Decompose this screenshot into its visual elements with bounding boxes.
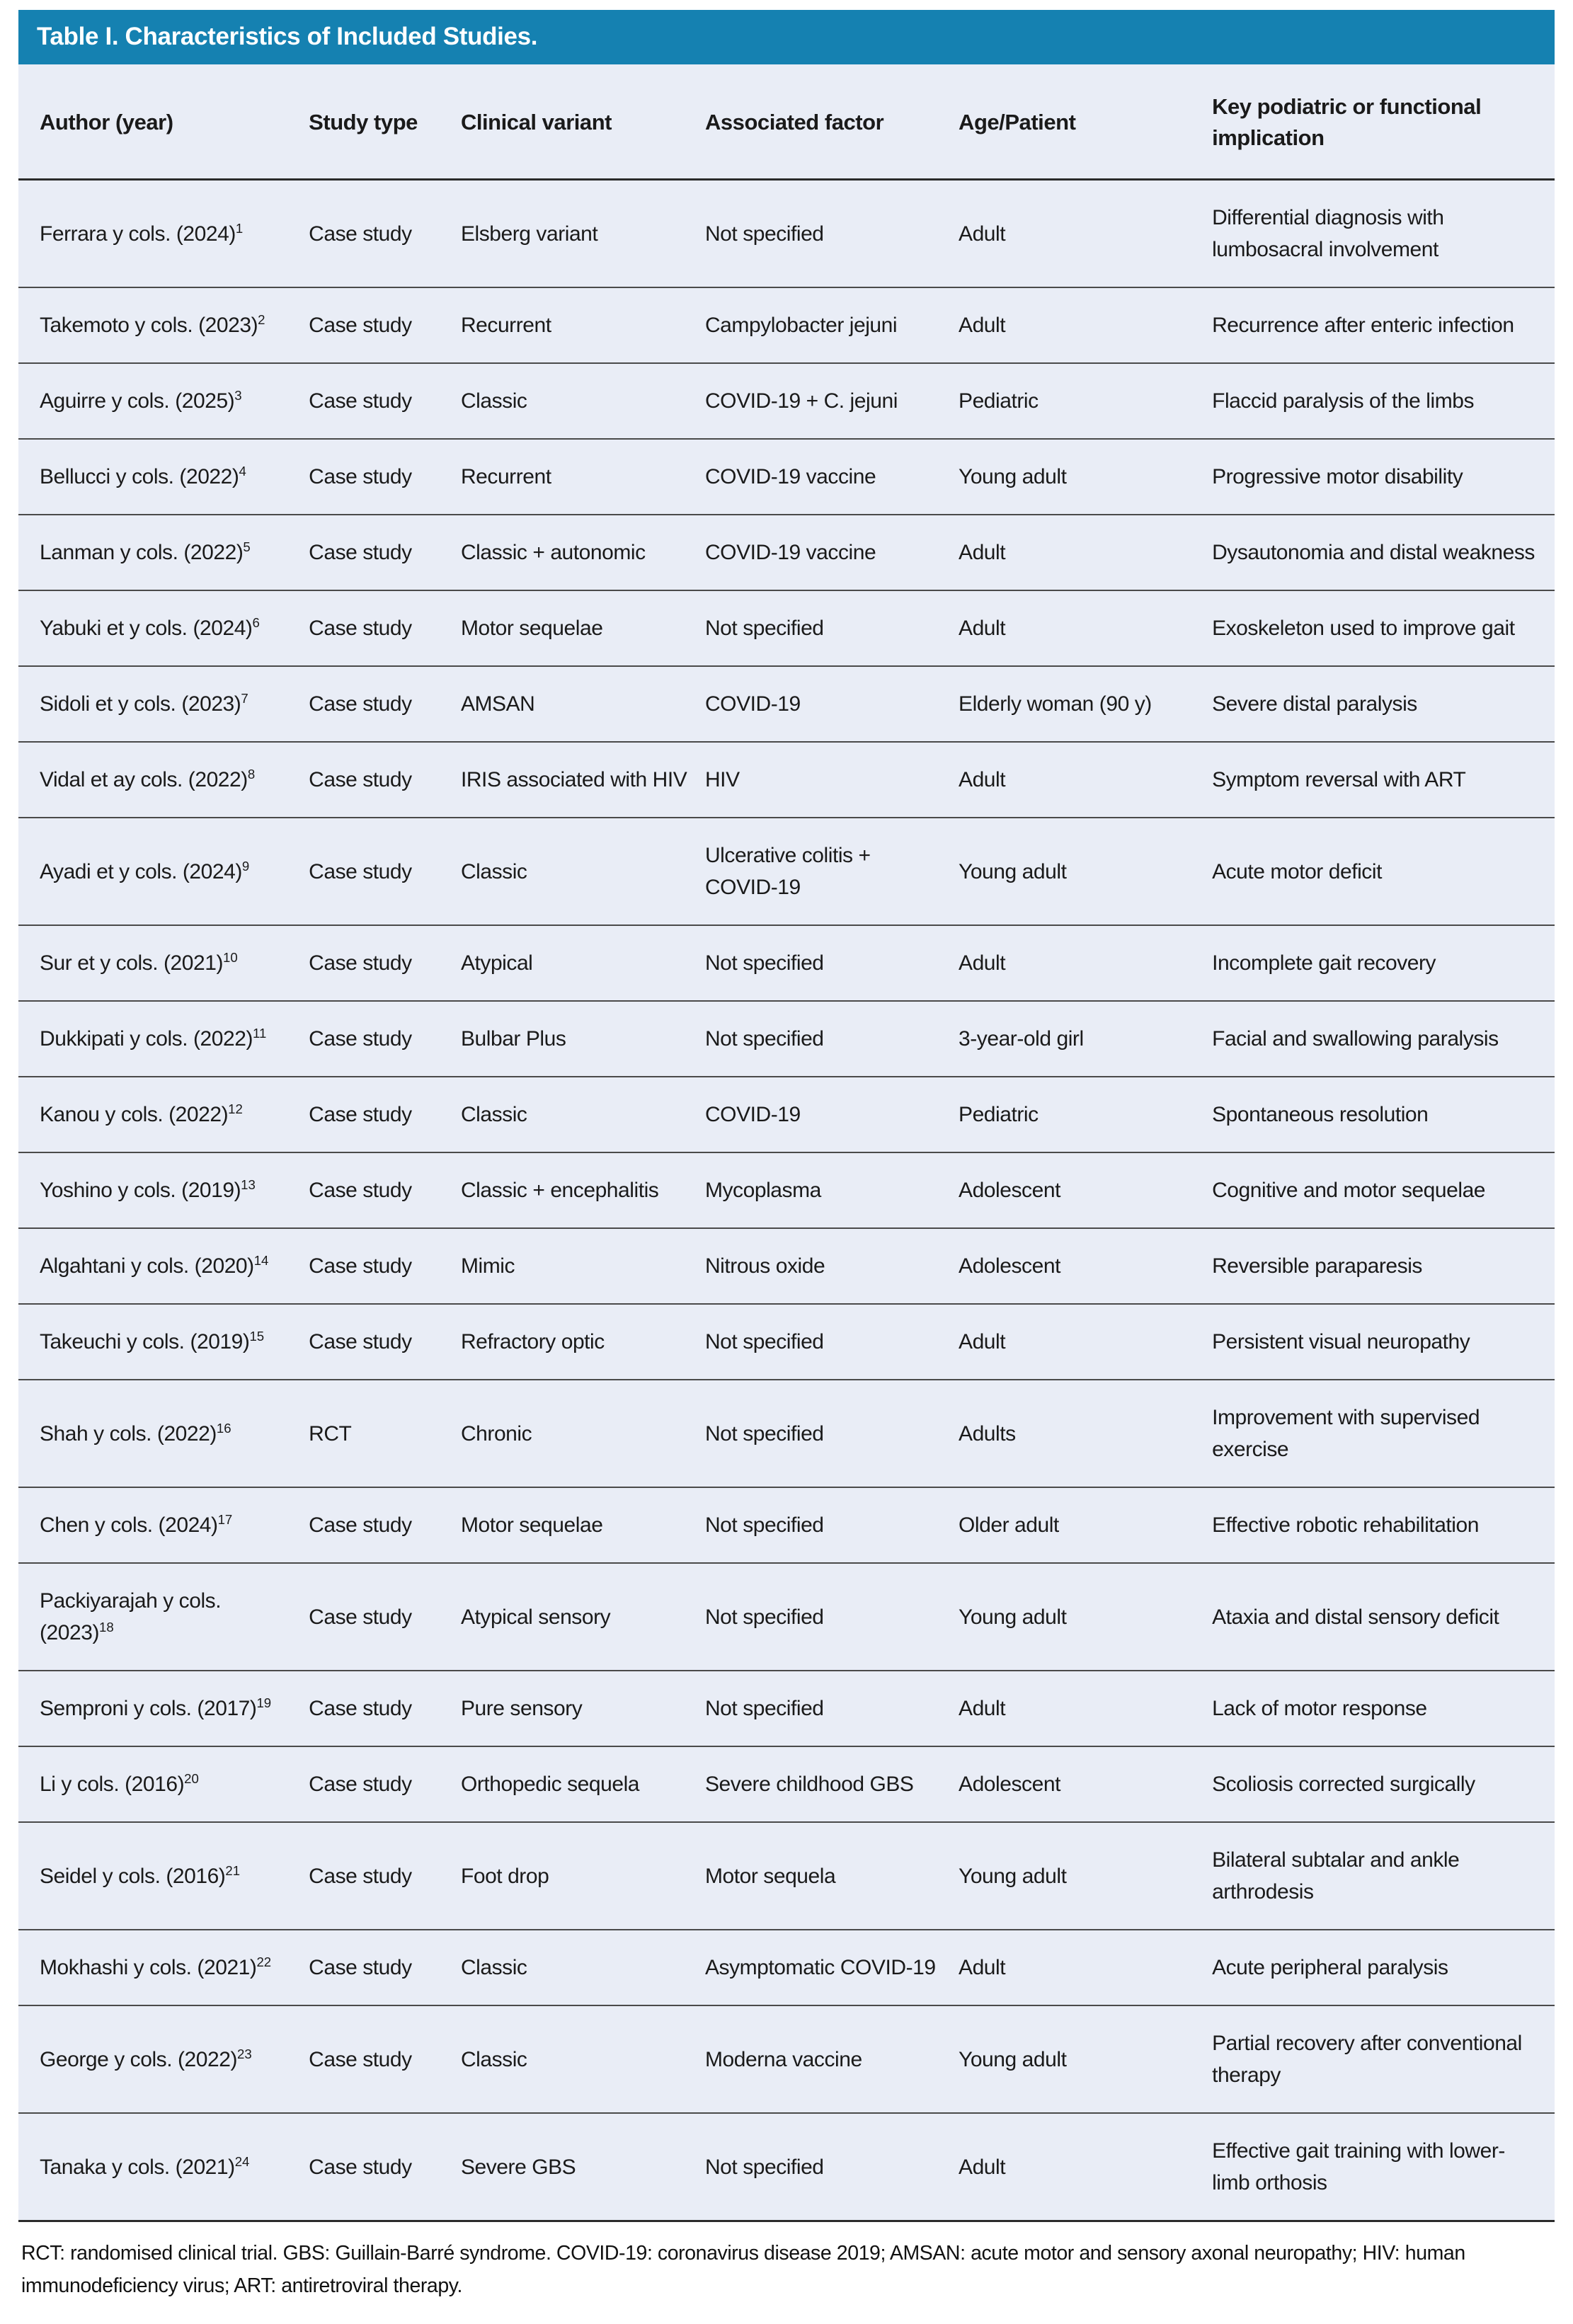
column-header-associated-factor: Associated factor <box>705 64 959 180</box>
column-header-study-type: Study type <box>309 64 461 180</box>
associated-factor-cell: Not specified <box>705 1380 959 1487</box>
associated-factor-cell: Campylobacter jejuni <box>705 287 959 363</box>
author-cell: George y cols. (2022)$^{23}$ <box>18 2005 309 2113</box>
reference-superscript: 3 <box>234 388 242 403</box>
study-type-cell: Case study <box>309 1001 461 1077</box>
table-row <box>18 1001 1555 1077</box>
age-patient-cell: Elderly woman (90 y) <box>959 666 1212 742</box>
study-type-cell: Case study <box>309 1671 461 1746</box>
author-cell: Mokhashi y cols. (2021)$^{22}$ <box>18 1930 309 2005</box>
age-patient-cell: Adult <box>959 925 1212 1001</box>
reference-superscript: 7 <box>241 691 248 706</box>
study-type-cell: Case study <box>309 590 461 666</box>
implication-cell: Acute peripheral paralysis <box>1212 1930 1555 2005</box>
study-type-cell: RCT <box>309 1380 461 1487</box>
implication-cell: Effective robotic rehabilitation <box>1212 1487 1555 1563</box>
age-patient-cell: Older adult <box>959 1487 1212 1563</box>
clinical-variant-cell: Pure sensory <box>461 1671 705 1746</box>
implication-cell: Recurrence after enteric infection <box>1212 287 1555 363</box>
table-row <box>18 1671 1555 1746</box>
implication-cell: Cognitive and motor sequelae <box>1212 1152 1555 1228</box>
study-type-cell: Case study <box>309 287 461 363</box>
reference-superscript: 16 <box>216 1420 231 1436</box>
table-title-bar <box>18 10 1555 64</box>
associated-factor-cell: COVID-19 vaccine <box>705 515 959 590</box>
associated-factor-cell: Not specified <box>705 180 959 288</box>
reference-superscript: 21 <box>225 1862 241 1878</box>
clinical-variant-cell: Classic <box>461 1077 705 1152</box>
table-row <box>18 1152 1555 1228</box>
author-cell: Takeuchi y cols. (2019)$^{15}$ <box>18 1304 309 1380</box>
implication-cell: Symptom reversal with ART <box>1212 742 1555 818</box>
table-title: Table I. Characteristics of Included Studies. <box>37 23 538 50</box>
implication-cell: Partial recovery after conventional therapy <box>1212 2005 1555 2113</box>
associated-factor-cell: Motor sequela <box>705 1822 959 1930</box>
age-patient-cell: Adult <box>959 287 1212 363</box>
clinical-variant-cell: Atypical sensory <box>461 1563 705 1671</box>
associated-factor-cell: Not specified <box>705 1487 959 1563</box>
study-type-cell: Case study <box>309 1746 461 1822</box>
reference-superscript: 24 <box>234 2153 250 2169</box>
author-cell: Aguirre y cols. (2025)$^3$ <box>18 363 309 439</box>
age-patient-cell: Adult <box>959 515 1212 590</box>
implication-cell: Progressive motor disability <box>1212 439 1555 515</box>
associated-factor-cell: Mycoplasma <box>705 1152 959 1228</box>
author-cell: Sidoli et y cols. (2023)$^7$ <box>18 666 309 742</box>
table-row <box>18 1228 1555 1304</box>
age-patient-cell: Pediatric <box>959 1077 1212 1152</box>
age-patient-cell: Young adult <box>959 818 1212 925</box>
table-row <box>18 1304 1555 1380</box>
author-cell: Kanou y cols. (2022)$^{12}$ <box>18 1077 309 1152</box>
clinical-variant-cell: Bulbar Plus <box>461 1001 705 1077</box>
age-patient-cell: Adult <box>959 1671 1212 1746</box>
reference-superscript: 10 <box>223 950 238 966</box>
clinical-variant-cell: Classic <box>461 818 705 925</box>
study-type-cell: Case study <box>309 2113 461 2221</box>
reference-superscript: 12 <box>228 1101 243 1117</box>
reference-superscript: 13 <box>241 1177 256 1193</box>
study-type-cell: Case study <box>309 1930 461 2005</box>
age-patient-cell: Young adult <box>959 2005 1212 2113</box>
reference-superscript: 2 <box>258 312 265 328</box>
implication-cell: Differential diagnosis with lumbosacral involvement <box>1212 180 1555 288</box>
clinical-variant-cell: Elsberg variant <box>461 180 705 288</box>
age-patient-cell: Young adult <box>959 439 1212 515</box>
implication-cell: Incomplete gait recovery <box>1212 925 1555 1001</box>
table-row <box>18 363 1555 439</box>
reference-superscript: 22 <box>256 1954 272 1970</box>
table-row <box>18 1380 1555 1487</box>
table-row <box>18 1077 1555 1152</box>
study-type-cell: Case study <box>309 742 461 818</box>
implication-cell: Lack of motor response <box>1212 1671 1555 1746</box>
clinical-variant-cell: Atypical <box>461 925 705 1001</box>
clinical-variant-cell: Classic <box>461 2005 705 2113</box>
study-type-cell: Case study <box>309 925 461 1001</box>
column-header-implication: Key podiatric or functional implication <box>1212 64 1555 180</box>
associated-factor-cell: Not specified <box>705 925 959 1001</box>
author-cell: Takemoto y cols. (2023)$^2$ <box>18 287 309 363</box>
implication-cell: Reversible paraparesis <box>1212 1228 1555 1304</box>
clinical-variant-cell: Recurrent <box>461 439 705 515</box>
table-row <box>18 1487 1555 1563</box>
study-type-cell: Case study <box>309 515 461 590</box>
study-type-cell: Case study <box>309 363 461 439</box>
author-cell: Chen y cols. (2024)$^{17}$ <box>18 1487 309 1563</box>
reference-superscript: 17 <box>217 1512 233 1528</box>
implication-cell: Spontaneous resolution <box>1212 1077 1555 1152</box>
associated-factor-cell: COVID-19 vaccine <box>705 439 959 515</box>
clinical-variant-cell: AMSAN <box>461 666 705 742</box>
clinical-variant-cell: Foot drop <box>461 1822 705 1930</box>
age-patient-cell: Adult <box>959 1304 1212 1380</box>
column-header-author: Author (year) <box>18 64 309 180</box>
studies-table <box>18 64 1555 2223</box>
table-row <box>18 1746 1555 1822</box>
reference-superscript: 5 <box>243 539 251 555</box>
reference-superscript: 19 <box>256 1695 272 1711</box>
implication-cell: Flaccid paralysis of the limbs <box>1212 363 1555 439</box>
author-cell: Dukkipati y cols. (2022)$^{11}$ <box>18 1001 309 1077</box>
study-type-cell: Case study <box>309 2005 461 2113</box>
author-cell: Lanman y cols. (2022)$^5$ <box>18 515 309 590</box>
reference-superscript: 8 <box>247 767 256 782</box>
clinical-variant-cell: Classic + encephalitis <box>461 1152 705 1228</box>
author-cell: Ferrara y cols. (2024)$^1$ <box>18 180 309 288</box>
table-row <box>18 742 1555 818</box>
table-row <box>18 666 1555 742</box>
age-patient-cell: Adolescent <box>959 1152 1212 1228</box>
associated-factor-cell: Asymptomatic COVID-19 <box>705 1930 959 2005</box>
author-cell: Packiyarajah y cols. (2023)$^{18}$ <box>18 1563 309 1671</box>
column-header-clinical-variant: Clinical variant <box>461 64 705 180</box>
implication-cell: Dysautonomia and distal weakness <box>1212 515 1555 590</box>
implication-cell: Effective gait training with lower-limb orthosis <box>1212 2113 1555 2221</box>
author-cell: Li y cols. (2016)$^{20}$ <box>18 1746 309 1822</box>
associated-factor-cell: Not specified <box>705 1304 959 1380</box>
associated-factor-cell: Not specified <box>705 1563 959 1671</box>
implication-cell: Facial and swallowing paralysis <box>1212 1001 1555 1077</box>
table-row <box>18 515 1555 590</box>
table-header-row <box>18 64 1555 180</box>
table-row <box>18 1930 1555 2005</box>
reference-superscript: 23 <box>237 2046 252 2061</box>
table-row <box>18 925 1555 1001</box>
author-cell: Semproni y cols. (2017)$^{19}$ <box>18 1671 309 1746</box>
author-cell: Seidel y cols. (2016)$^{21}$ <box>18 1822 309 1930</box>
associated-factor-cell: Ulcerative colitis + COVID-19 <box>705 818 959 925</box>
author-cell: Bellucci y cols. (2022)$^4$ <box>18 439 309 515</box>
study-type-cell: Case study <box>309 1822 461 1930</box>
clinical-variant-cell: Chronic <box>461 1380 705 1487</box>
author-cell: Shah y cols. (2022)$^{16}$ <box>18 1380 309 1487</box>
age-patient-cell: Adults <box>959 1380 1212 1487</box>
implication-cell: Exoskeleton used to improve gait <box>1212 590 1555 666</box>
reference-superscript: 15 <box>249 1329 265 1344</box>
study-type-cell: Case study <box>309 1304 461 1380</box>
age-patient-cell: Adult <box>959 590 1212 666</box>
study-type-cell: Case study <box>309 1228 461 1304</box>
age-patient-cell: Adult <box>959 2113 1212 2221</box>
author-cell: Algahtani y cols. (2020)$^{14}$ <box>18 1228 309 1304</box>
table-row <box>18 2005 1555 2113</box>
table-row <box>18 818 1555 925</box>
study-type-cell: Case study <box>309 1487 461 1563</box>
clinical-variant-cell: IRIS associated with HIV <box>461 742 705 818</box>
study-type-cell: Case study <box>309 1077 461 1152</box>
study-type-cell: Case study <box>309 180 461 288</box>
author-cell: Ayadi et y cols. (2024)$^9$ <box>18 818 309 925</box>
age-patient-cell: Adolescent <box>959 1228 1212 1304</box>
age-patient-cell: Adolescent <box>959 1746 1212 1822</box>
author-cell: Tanaka y cols. (2021)$^{24}$ <box>18 2113 309 2221</box>
associated-factor-cell: Moderna vaccine <box>705 2005 959 2113</box>
associated-factor-cell: Not specified <box>705 1671 959 1746</box>
studies-table-body <box>18 180 1555 2221</box>
reference-superscript: 20 <box>184 1771 199 1787</box>
clinical-variant-cell: Mimic <box>461 1228 705 1304</box>
table-row <box>18 439 1555 515</box>
age-patient-cell: 3-year-old girl <box>959 1001 1212 1077</box>
implication-cell: Scoliosis corrected surgically <box>1212 1746 1555 1822</box>
associated-factor-cell: Not specified <box>705 2113 959 2221</box>
age-patient-cell: Adult <box>959 180 1212 288</box>
associated-factor-cell: COVID-19 + C. jejuni <box>705 363 959 439</box>
clinical-variant-cell: Classic <box>461 363 705 439</box>
clinical-variant-cell: Orthopedic sequela <box>461 1746 705 1822</box>
implication-cell: Bilateral subtalar and ankle arthrodesis <box>1212 1822 1555 1930</box>
study-type-cell: Case study <box>309 666 461 742</box>
associated-factor-cell: Not specified <box>705 1001 959 1077</box>
table-row <box>18 1822 1555 1930</box>
age-patient-cell: Young adult <box>959 1822 1212 1930</box>
column-header-age-patient: Age/Patient <box>959 64 1212 180</box>
table-row <box>18 1563 1555 1671</box>
clinical-variant-cell: Refractory optic <box>461 1304 705 1380</box>
table-row <box>18 180 1555 288</box>
clinical-variant-cell: Motor sequelae <box>461 1487 705 1563</box>
associated-factor-cell: Not specified <box>705 590 959 666</box>
implication-cell: Improvement with supervised exercise <box>1212 1380 1555 1487</box>
associated-factor-cell: Nitrous oxide <box>705 1228 959 1304</box>
clinical-variant-cell: Classic <box>461 1930 705 2005</box>
clinical-variant-cell: Severe GBS <box>461 2113 705 2221</box>
reference-superscript: 4 <box>239 464 246 479</box>
table-row <box>18 590 1555 666</box>
author-cell: Yabuki et y cols. (2024)$^6$ <box>18 590 309 666</box>
age-patient-cell: Pediatric <box>959 363 1212 439</box>
clinical-variant-cell: Motor sequelae <box>461 590 705 666</box>
author-cell: Yoshino y cols. (2019)$^{13}$ <box>18 1152 309 1228</box>
study-type-cell: Case study <box>309 439 461 515</box>
study-type-cell: Case study <box>309 818 461 925</box>
implication-cell: Persistent visual neuropathy <box>1212 1304 1555 1380</box>
clinical-variant-cell: Recurrent <box>461 287 705 363</box>
reference-superscript: 14 <box>253 1253 269 1269</box>
study-type-cell: Case study <box>309 1152 461 1228</box>
author-cell: Vidal et ay cols. (2022)$^8$ <box>18 742 309 818</box>
clinical-variant-cell: Classic + autonomic <box>461 515 705 590</box>
associated-factor-cell: Severe childhood GBS <box>705 1746 959 1822</box>
associated-factor-cell: COVID-19 <box>705 1077 959 1152</box>
implication-cell: Severe distal paralysis <box>1212 666 1555 742</box>
table-row <box>18 287 1555 363</box>
reference-superscript: 9 <box>241 858 250 874</box>
table-footnote: RCT: randomised clinical trial. GBS: Guillain-Barré syndrome. COVID-19: coronavirus disease 2019; AMSAN: acute motor and sensory axonal neuropathy; HIV: human immunodeficiency virus; ART: antiretroviral therapy. <box>21 2242 1465 2297</box>
implication-cell: Acute motor deficit <box>1212 818 1555 925</box>
age-patient-cell: Adult <box>959 1930 1212 2005</box>
implication-cell: Ataxia and distal sensory deficit <box>1212 1563 1555 1671</box>
table-row <box>18 2113 1555 2221</box>
reference-superscript: 18 <box>99 1620 114 1635</box>
study-type-cell: Case study <box>309 1563 461 1671</box>
associated-factor-cell: HIV <box>705 742 959 818</box>
reference-superscript: 6 <box>252 615 260 631</box>
reference-superscript: 11 <box>253 1026 267 1041</box>
associated-factor-cell: COVID-19 <box>705 666 959 742</box>
age-patient-cell: Young adult <box>959 1563 1212 1671</box>
reference-superscript: 1 <box>235 220 244 236</box>
author-cell: Sur et y cols. (2021)$^{10}$ <box>18 925 309 1001</box>
age-patient-cell: Adult <box>959 742 1212 818</box>
